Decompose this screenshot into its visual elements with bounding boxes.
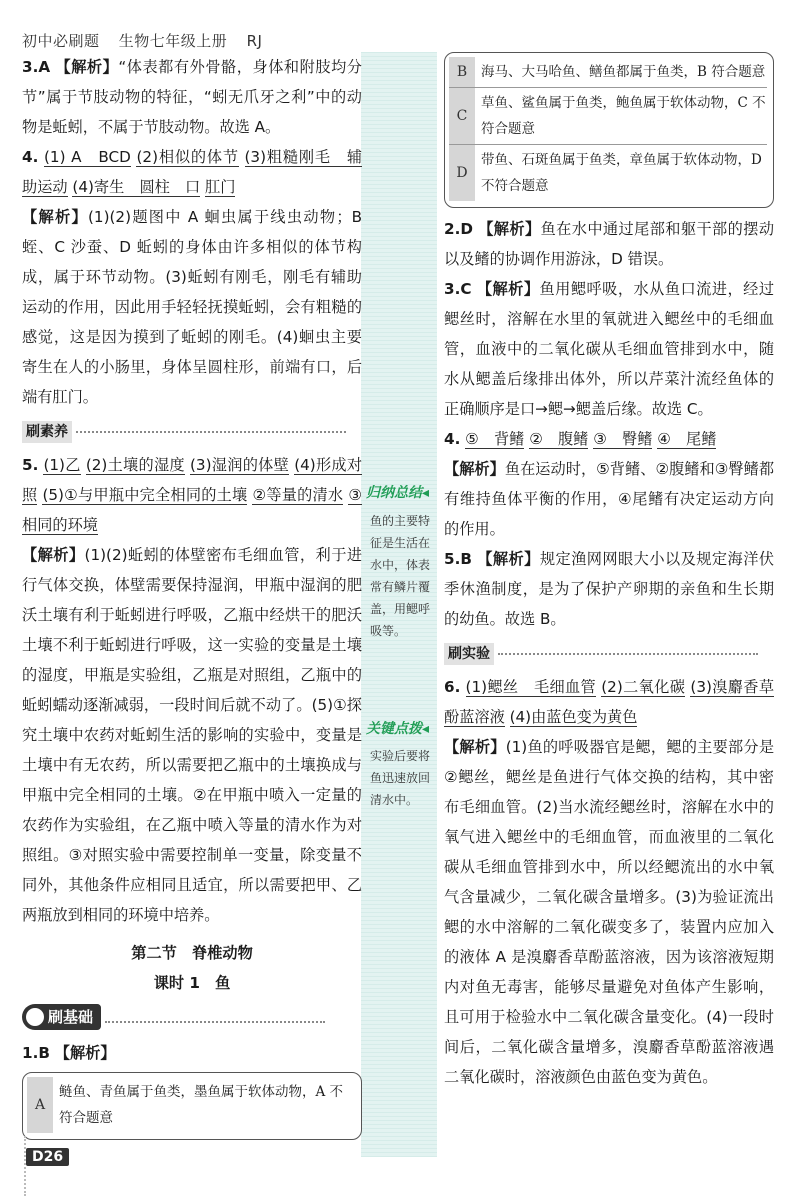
section-shiyan: 刷实验: [444, 638, 774, 668]
section-jichu: 刷基础: [22, 1004, 362, 1036]
question-3-right: 3.C 【解析】鱼用鳃呼吸，水从鱼口流进，经过鳃丝时，溶解在水里的氧就进入鳃丝中的毛细血管，血液中的二氧化碳从毛细血管排到水中，随水从鳃盖后缘排出体外，所以芹菜汁流经鱼体的正确顺序是口→鳃→鳃盖后缘。故选 C。: [444, 280, 775, 418]
option-letter: D: [449, 145, 475, 201]
question-4-right-answer: 4. ⑤ 背鳍 ② 腹鳍 ③ 臀鳍 ④ 尾鳍: [444, 430, 717, 448]
option-text: 海马、大马哈鱼、鳝鱼都属于鱼类，B 符合题意: [481, 64, 766, 80]
note-key-title: 关键点拨◂: [366, 721, 430, 737]
option-text: 带鱼、石斑鱼属于鱼类，章鱼属于软体动物，D 不符合题意: [481, 152, 762, 194]
question-6-answer: 6. (1)鳃丝 毛细血管 (2)二氧化碳 (3)溴麝香草酚蓝溶液 (4)由蓝色变为黄色: [444, 678, 775, 726]
question-4-right-analysis: 【解析】鱼在运动时，⑤背鳍、②腹鳍和③臀鳍都有维持鱼体平衡的作用，④尾鳍有决定运动方向的作用。: [444, 460, 775, 538]
question-4-answer: 4. (1) A BCD (2)相似的体节 (3)粗糙刚毛 辅助运动 (4)寄生 圆柱 口 肛门: [22, 148, 363, 196]
question-1: 1.B 【解析】: [22, 1044, 116, 1062]
option-letter: C: [449, 88, 475, 144]
question-5-answer: 5. (1)乙 (2)土壤的湿度 (3)湿润的体壁 (4)形成对照 (5)①与甲瓶中完全相同的土壤 ②等量的清水 ③相同的环境: [22, 456, 363, 534]
question-5-analysis: 【解析】(1)(2)蚯蚓的体壁密布毛细血管，利于进行气体交换，体壁需要保持湿润，甲瓶中湿润的肥沃土壤有利于蚯蚓进行呼吸，乙瓶中经烘干的肥沃土壤不利于蚯蚓进行呼吸，这一实验的变量是土壤的湿度，甲瓶是实验组，乙瓶是对照组，乙瓶中的蚯蚓蠕动逐渐减弱，一段时间后就不动了。(5)①探究土壤中农药对蚯蚓生活的影响的实验中，变量是土壤中有无农药，所以需要把乙瓶中的土壤换成与甲瓶中完全相同的土壤。②在甲瓶中喷入一定量的农药作为实验组，在乙瓶中喷入等量的清水作为对照组。③对照实验中需要控制单一变量，除变量不同外，其他条件应相同且适宜，所以需要把甲、乙两瓶放到相同的环境中培养。: [22, 546, 363, 924]
note-key-text: 实验后要将鱼迅速放回清水中。: [370, 749, 431, 807]
question-4-analysis: 【解析】(1)(2)题图中 A 蛔虫属于线虫动物；B 蛭、C 沙蚕、D 蚯蚓的身体由许多相似的体节构成，属于环节动物。(3)蚯蚓有刚毛，刚毛有辅助运动的作用，因此用手轻轻抚摸蚯蚓，会有粗糙的感觉，这是因为摸到了蚯蚓的刚毛。(4)蛔虫主要寄生在人的小肠里，身体呈圆柱形，前端有口，后端有肛门。: [22, 208, 363, 406]
subject-name: 生物七年级上册: [118, 32, 228, 50]
q1-option-table-right: [444, 52, 774, 208]
question-2: 2.D 【解析】鱼在水中通过尾部和躯干部的摆动以及鳍的协调作用游泳，D 错误。: [444, 220, 775, 268]
q1-option-table-left: [22, 1072, 362, 1140]
corner-decoration: [4, 1136, 26, 1196]
question-6-analysis: 【解析】(1)鱼的呼吸器官是鳃，鳃的主要部分是②鳃丝，鳃丝是鱼进行气体交换的结构，其中密布毛细血管。(2)当水流经鳃丝时，溶解在水中的氧气进入鳃丝中的毛细血管，而血液里的二氧化碳从毛细血管排到水中，所以经鳃流出的水中氧气含量减少，二氧化碳含量增多。(3)为验证流出鳃的水中溶解的二氧化碳变多了，装置内应加入的液体 A 是溴麝香草酚蓝溶液，因为该溶液短期内对鱼无毒害，能够尽量避免对鱼体产生影响，且可用于检验水中二氧化碳含量变化。(4)一段时间后，二氧化碳含量增多，溴麝香草酚蓝溶液遇二氧化碳时，溶液颜色由蓝色变为黄色。: [444, 738, 775, 1086]
page-number: D26: [26, 1148, 69, 1166]
left-column: [22, 52, 362, 1140]
section-title: 第二节 脊椎动物: [131, 944, 253, 962]
section-sucy: 刷素养: [22, 416, 362, 446]
question-3-left: 3.A 【解析】“体表都有外骨骼，身体和附肢均分节”属于节肢动物的特征，“蚓无爪牙之利”中的动物是蚯蚓，不属于节肢动物。故选 A。: [22, 58, 362, 136]
option-row-c: [449, 88, 767, 145]
note-summary-title: 归纳总结◂: [366, 485, 430, 501]
option-text: 鲢鱼、青鱼属于鱼类，墨鱼属于软体动物，A 不符合题意: [59, 1084, 344, 1126]
option-row-b: [449, 57, 767, 88]
option-letter: A: [27, 1077, 53, 1133]
page-header: [22, 30, 276, 51]
question-5-right: 5.B 【解析】规定渔网网眼大小以及规定海洋伏季休渔制度，是为了保护产卵期的亲鱼和生长期的幼鱼。故选 B。: [444, 550, 775, 628]
option-row-a: [27, 1077, 355, 1133]
edition: RJ: [246, 32, 263, 50]
right-column: [444, 52, 774, 1092]
note-summary-text: 鱼的主要特征是生活在水中，体表常有鳞片覆盖，用鳃呼吸等。: [370, 514, 431, 638]
option-letter: B: [449, 57, 475, 87]
option-text: 草鱼、鲨鱼属于鱼类，鲍鱼属于软体动物，C 不符合题意: [481, 95, 766, 137]
lesson-title: 课时 1 鱼: [153, 974, 231, 992]
option-row-d: [449, 145, 767, 201]
book-name: 初中必刷题: [22, 32, 100, 50]
